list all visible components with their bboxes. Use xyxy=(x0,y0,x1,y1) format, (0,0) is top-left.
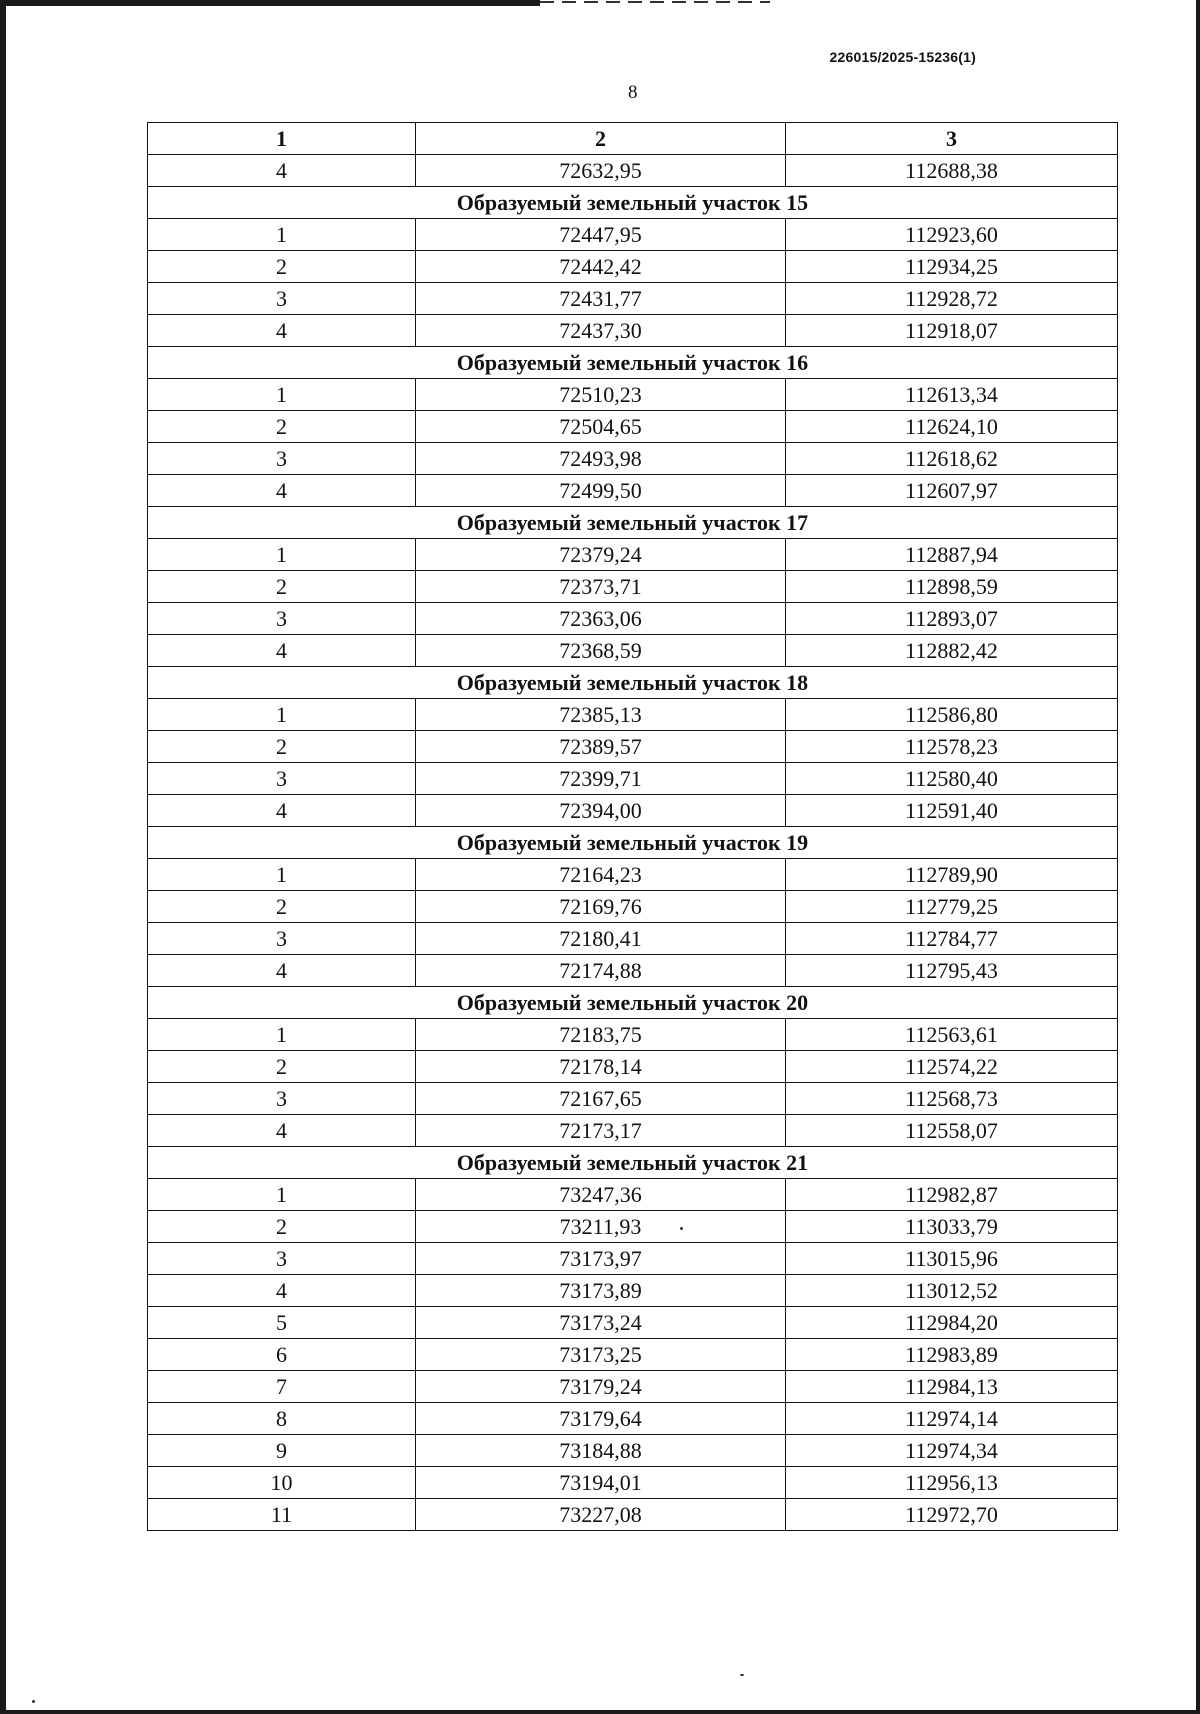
point-number-cell: 1 xyxy=(148,539,416,571)
point-number-cell: 2 xyxy=(148,731,416,763)
coordinate-x-cell: 73173,89 xyxy=(416,1275,786,1307)
point-number-cell: 3 xyxy=(148,763,416,795)
point-number-cell: 1 xyxy=(148,379,416,411)
coordinate-y-cell: 112956,13 xyxy=(786,1467,1118,1499)
coordinate-x-cell: 72632,95 xyxy=(416,155,786,187)
point-number-cell: 8 xyxy=(148,1403,416,1435)
coordinate-x-cell: 73173,97 xyxy=(416,1243,786,1275)
point-number-cell: 2 xyxy=(148,571,416,603)
point-number-cell: 4 xyxy=(148,795,416,827)
table-row xyxy=(148,283,1118,315)
coordinate-x-cell: 72504,65 xyxy=(416,411,786,443)
table-row xyxy=(148,411,1118,443)
table-row xyxy=(148,443,1118,475)
table-row xyxy=(148,475,1118,507)
coordinate-y-cell: 112795,43 xyxy=(786,955,1118,987)
column-header-1: 1 xyxy=(148,123,416,155)
table-row xyxy=(148,1403,1118,1435)
coordinate-y-cell: 112983,89 xyxy=(786,1339,1118,1371)
table-row xyxy=(148,859,1118,891)
section-row xyxy=(148,507,1118,539)
point-number-cell: 4 xyxy=(148,155,416,187)
coordinate-y-cell: 112563,61 xyxy=(786,1019,1118,1051)
coordinate-x-cell: 72180,41 xyxy=(416,923,786,955)
point-number-cell: 9 xyxy=(148,1435,416,1467)
coordinate-y-cell: 112923,60 xyxy=(786,219,1118,251)
table-row xyxy=(148,315,1118,347)
coordinate-x-cell: 72363,06 xyxy=(416,603,786,635)
table-row xyxy=(148,795,1118,827)
section-title: Образуемый земельный участок 15 xyxy=(148,187,1118,219)
scan-left-edge xyxy=(0,0,6,1714)
table-row xyxy=(148,603,1118,635)
table-row xyxy=(148,1179,1118,1211)
section-title: Образуемый земельный участок 16 xyxy=(148,347,1118,379)
point-number-cell: 10 xyxy=(148,1467,416,1499)
section-row xyxy=(148,1147,1118,1179)
point-number-cell: 2 xyxy=(148,411,416,443)
coordinate-x-cell: 72183,75 xyxy=(416,1019,786,1051)
page-number: 8 xyxy=(628,82,638,103)
point-number-cell: 2 xyxy=(148,251,416,283)
coordinate-x-cell: 72442,42 xyxy=(416,251,786,283)
point-number-cell: 4 xyxy=(148,1275,416,1307)
table-row xyxy=(148,731,1118,763)
point-number-cell: 1 xyxy=(148,1019,416,1051)
coordinate-y-cell: 112591,40 xyxy=(786,795,1118,827)
coordinate-y-cell: 112918,07 xyxy=(786,315,1118,347)
coordinate-y-cell: 112789,90 xyxy=(786,859,1118,891)
point-number-cell: 2 xyxy=(148,891,416,923)
point-number-cell: 3 xyxy=(148,283,416,315)
point-number-cell: 2 xyxy=(148,1051,416,1083)
coordinate-y-cell: 112558,07 xyxy=(786,1115,1118,1147)
table-row xyxy=(148,1083,1118,1115)
point-number-cell: 4 xyxy=(148,955,416,987)
section-title: Образуемый земельный участок 21 xyxy=(148,1147,1118,1179)
coordinate-y-cell: 112882,42 xyxy=(786,635,1118,667)
scan-speck xyxy=(740,1674,744,1676)
section-row xyxy=(148,827,1118,859)
coordinate-y-cell: 112574,22 xyxy=(786,1051,1118,1083)
coordinate-x-cell: 73184,88 xyxy=(416,1435,786,1467)
point-number-cell: 3 xyxy=(148,1243,416,1275)
table-row xyxy=(148,539,1118,571)
coordinate-y-cell: 112984,20 xyxy=(786,1307,1118,1339)
table-row xyxy=(148,1307,1118,1339)
table-row xyxy=(148,1435,1118,1467)
coordinate-y-cell: 112887,94 xyxy=(786,539,1118,571)
point-number-cell: 4 xyxy=(148,635,416,667)
coordinate-x-cell: 72437,30 xyxy=(416,315,786,347)
table-row xyxy=(148,1243,1118,1275)
coordinate-x-cell: 72178,14 xyxy=(416,1051,786,1083)
table-row xyxy=(148,1275,1118,1307)
coordinate-y-cell: 112784,77 xyxy=(786,923,1118,955)
coordinate-y-cell: 112984,13 xyxy=(786,1371,1118,1403)
coordinate-y-cell: 113012,52 xyxy=(786,1275,1118,1307)
point-number-cell: 11 xyxy=(148,1499,416,1531)
table-row xyxy=(148,155,1118,187)
coordinate-x-cell: 72368,59 xyxy=(416,635,786,667)
coordinate-x-cell: 72385,13 xyxy=(416,699,786,731)
point-number-cell: 1 xyxy=(148,859,416,891)
point-number-cell: 3 xyxy=(148,923,416,955)
table-row xyxy=(148,379,1118,411)
section-title: Образуемый земельный участок 17 xyxy=(148,507,1118,539)
coordinate-x-cell: 72389,57 xyxy=(416,731,786,763)
coordinate-x-cell: 72373,71 xyxy=(416,571,786,603)
coordinate-y-cell: 112578,23 xyxy=(786,731,1118,763)
section-row xyxy=(148,667,1118,699)
column-header-2: 2 xyxy=(416,123,786,155)
coordinate-x-cell: 73247,36 xyxy=(416,1179,786,1211)
coordinate-x-cell: 72164,23 xyxy=(416,859,786,891)
coordinate-y-cell: 112613,34 xyxy=(786,379,1118,411)
point-number-cell: 1 xyxy=(148,219,416,251)
scan-speck xyxy=(32,1700,35,1703)
table-row xyxy=(148,571,1118,603)
scan-top-edge-dashes xyxy=(540,1,770,3)
section-title: Образуемый земельный участок 18 xyxy=(148,667,1118,699)
coordinate-x-cell: 72169,76 xyxy=(416,891,786,923)
coordinate-x-cell: 73227,08 xyxy=(416,1499,786,1531)
coordinate-y-cell: 112972,70 xyxy=(786,1499,1118,1531)
coordinate-x-cell: 73179,64 xyxy=(416,1403,786,1435)
table-row xyxy=(148,1115,1118,1147)
point-number-cell: 4 xyxy=(148,1115,416,1147)
table-row xyxy=(148,923,1118,955)
coordinate-y-cell: 112688,38 xyxy=(786,155,1118,187)
table-row xyxy=(148,955,1118,987)
point-number-cell: 3 xyxy=(148,443,416,475)
coordinate-y-cell: 112934,25 xyxy=(786,251,1118,283)
coordinate-x-cell: 72493,98 xyxy=(416,443,786,475)
table-row xyxy=(148,1339,1118,1371)
coordinate-y-cell: 113033,79 xyxy=(786,1211,1118,1243)
point-number-cell: 6 xyxy=(148,1339,416,1371)
coordinate-y-cell: 112624,10 xyxy=(786,411,1118,443)
coordinate-x-cell: 72510,23 xyxy=(416,379,786,411)
coordinate-x-cell: 73173,25 xyxy=(416,1339,786,1371)
table-row xyxy=(148,1499,1118,1531)
table-row xyxy=(148,251,1118,283)
document-number: 226015/2025-15236(1) xyxy=(829,49,976,65)
coordinate-x-cell: 72167,65 xyxy=(416,1083,786,1115)
scan-bottom-edge xyxy=(0,1710,1200,1714)
coordinate-x-cell: 72499,50 xyxy=(416,475,786,507)
coordinate-y-cell: 112982,87 xyxy=(786,1179,1118,1211)
coordinate-x-cell: 73194,01 xyxy=(416,1467,786,1499)
table-row xyxy=(148,699,1118,731)
section-title: Образуемый земельный участок 20 xyxy=(148,987,1118,1019)
table-row xyxy=(148,1211,1118,1243)
point-number-cell: 4 xyxy=(148,315,416,347)
table-row xyxy=(148,635,1118,667)
coordinate-x-cell: 72173,17 xyxy=(416,1115,786,1147)
coordinate-x-cell: 72447,95 xyxy=(416,219,786,251)
coordinate-x-cell: 72431,77 xyxy=(416,283,786,315)
point-number-cell: 2 xyxy=(148,1211,416,1243)
coordinate-y-cell: 112974,34 xyxy=(786,1435,1118,1467)
coordinate-y-cell: 112928,72 xyxy=(786,283,1118,315)
table-header-row xyxy=(148,123,1118,155)
coordinates-table xyxy=(147,122,1118,1531)
coordinate-y-cell: 112618,62 xyxy=(786,443,1118,475)
coordinate-y-cell: 112898,59 xyxy=(786,571,1118,603)
coordinate-x-cell: 73211,93 xyxy=(416,1211,786,1243)
scan-right-edge xyxy=(1196,0,1200,1714)
point-number-cell: 1 xyxy=(148,1179,416,1211)
coordinate-y-cell: 112893,07 xyxy=(786,603,1118,635)
table-row xyxy=(148,219,1118,251)
coordinate-y-cell: 112607,97 xyxy=(786,475,1118,507)
point-number-cell: 5 xyxy=(148,1307,416,1339)
coordinate-x-cell: 73179,24 xyxy=(416,1371,786,1403)
section-row xyxy=(148,347,1118,379)
table-row xyxy=(148,763,1118,795)
table-row xyxy=(148,1019,1118,1051)
point-number-cell: 3 xyxy=(148,1083,416,1115)
point-number-cell: 1 xyxy=(148,699,416,731)
table-row xyxy=(148,1467,1118,1499)
coordinate-x-cell: 72394,00 xyxy=(416,795,786,827)
coordinate-x-cell: 72174,88 xyxy=(416,955,786,987)
point-number-cell: 7 xyxy=(148,1371,416,1403)
table-body xyxy=(148,155,1118,1531)
coordinate-x-cell: 72399,71 xyxy=(416,763,786,795)
table-row xyxy=(148,1371,1118,1403)
scan-top-edge xyxy=(0,0,540,6)
column-header-3: 3 xyxy=(786,123,1118,155)
coordinate-x-cell: 73173,24 xyxy=(416,1307,786,1339)
coordinate-y-cell: 112568,73 xyxy=(786,1083,1118,1115)
table-row xyxy=(148,1051,1118,1083)
point-number-cell: 4 xyxy=(148,475,416,507)
point-number-cell: 3 xyxy=(148,603,416,635)
section-row xyxy=(148,987,1118,1019)
section-row xyxy=(148,187,1118,219)
coordinate-y-cell: 112580,40 xyxy=(786,763,1118,795)
table-row xyxy=(148,891,1118,923)
coordinate-y-cell: 113015,96 xyxy=(786,1243,1118,1275)
section-title: Образуемый земельный участок 19 xyxy=(148,827,1118,859)
coordinate-y-cell: 112974,14 xyxy=(786,1403,1118,1435)
coordinate-y-cell: 112779,25 xyxy=(786,891,1118,923)
coordinate-x-cell: 72379,24 xyxy=(416,539,786,571)
coordinate-y-cell: 112586,80 xyxy=(786,699,1118,731)
